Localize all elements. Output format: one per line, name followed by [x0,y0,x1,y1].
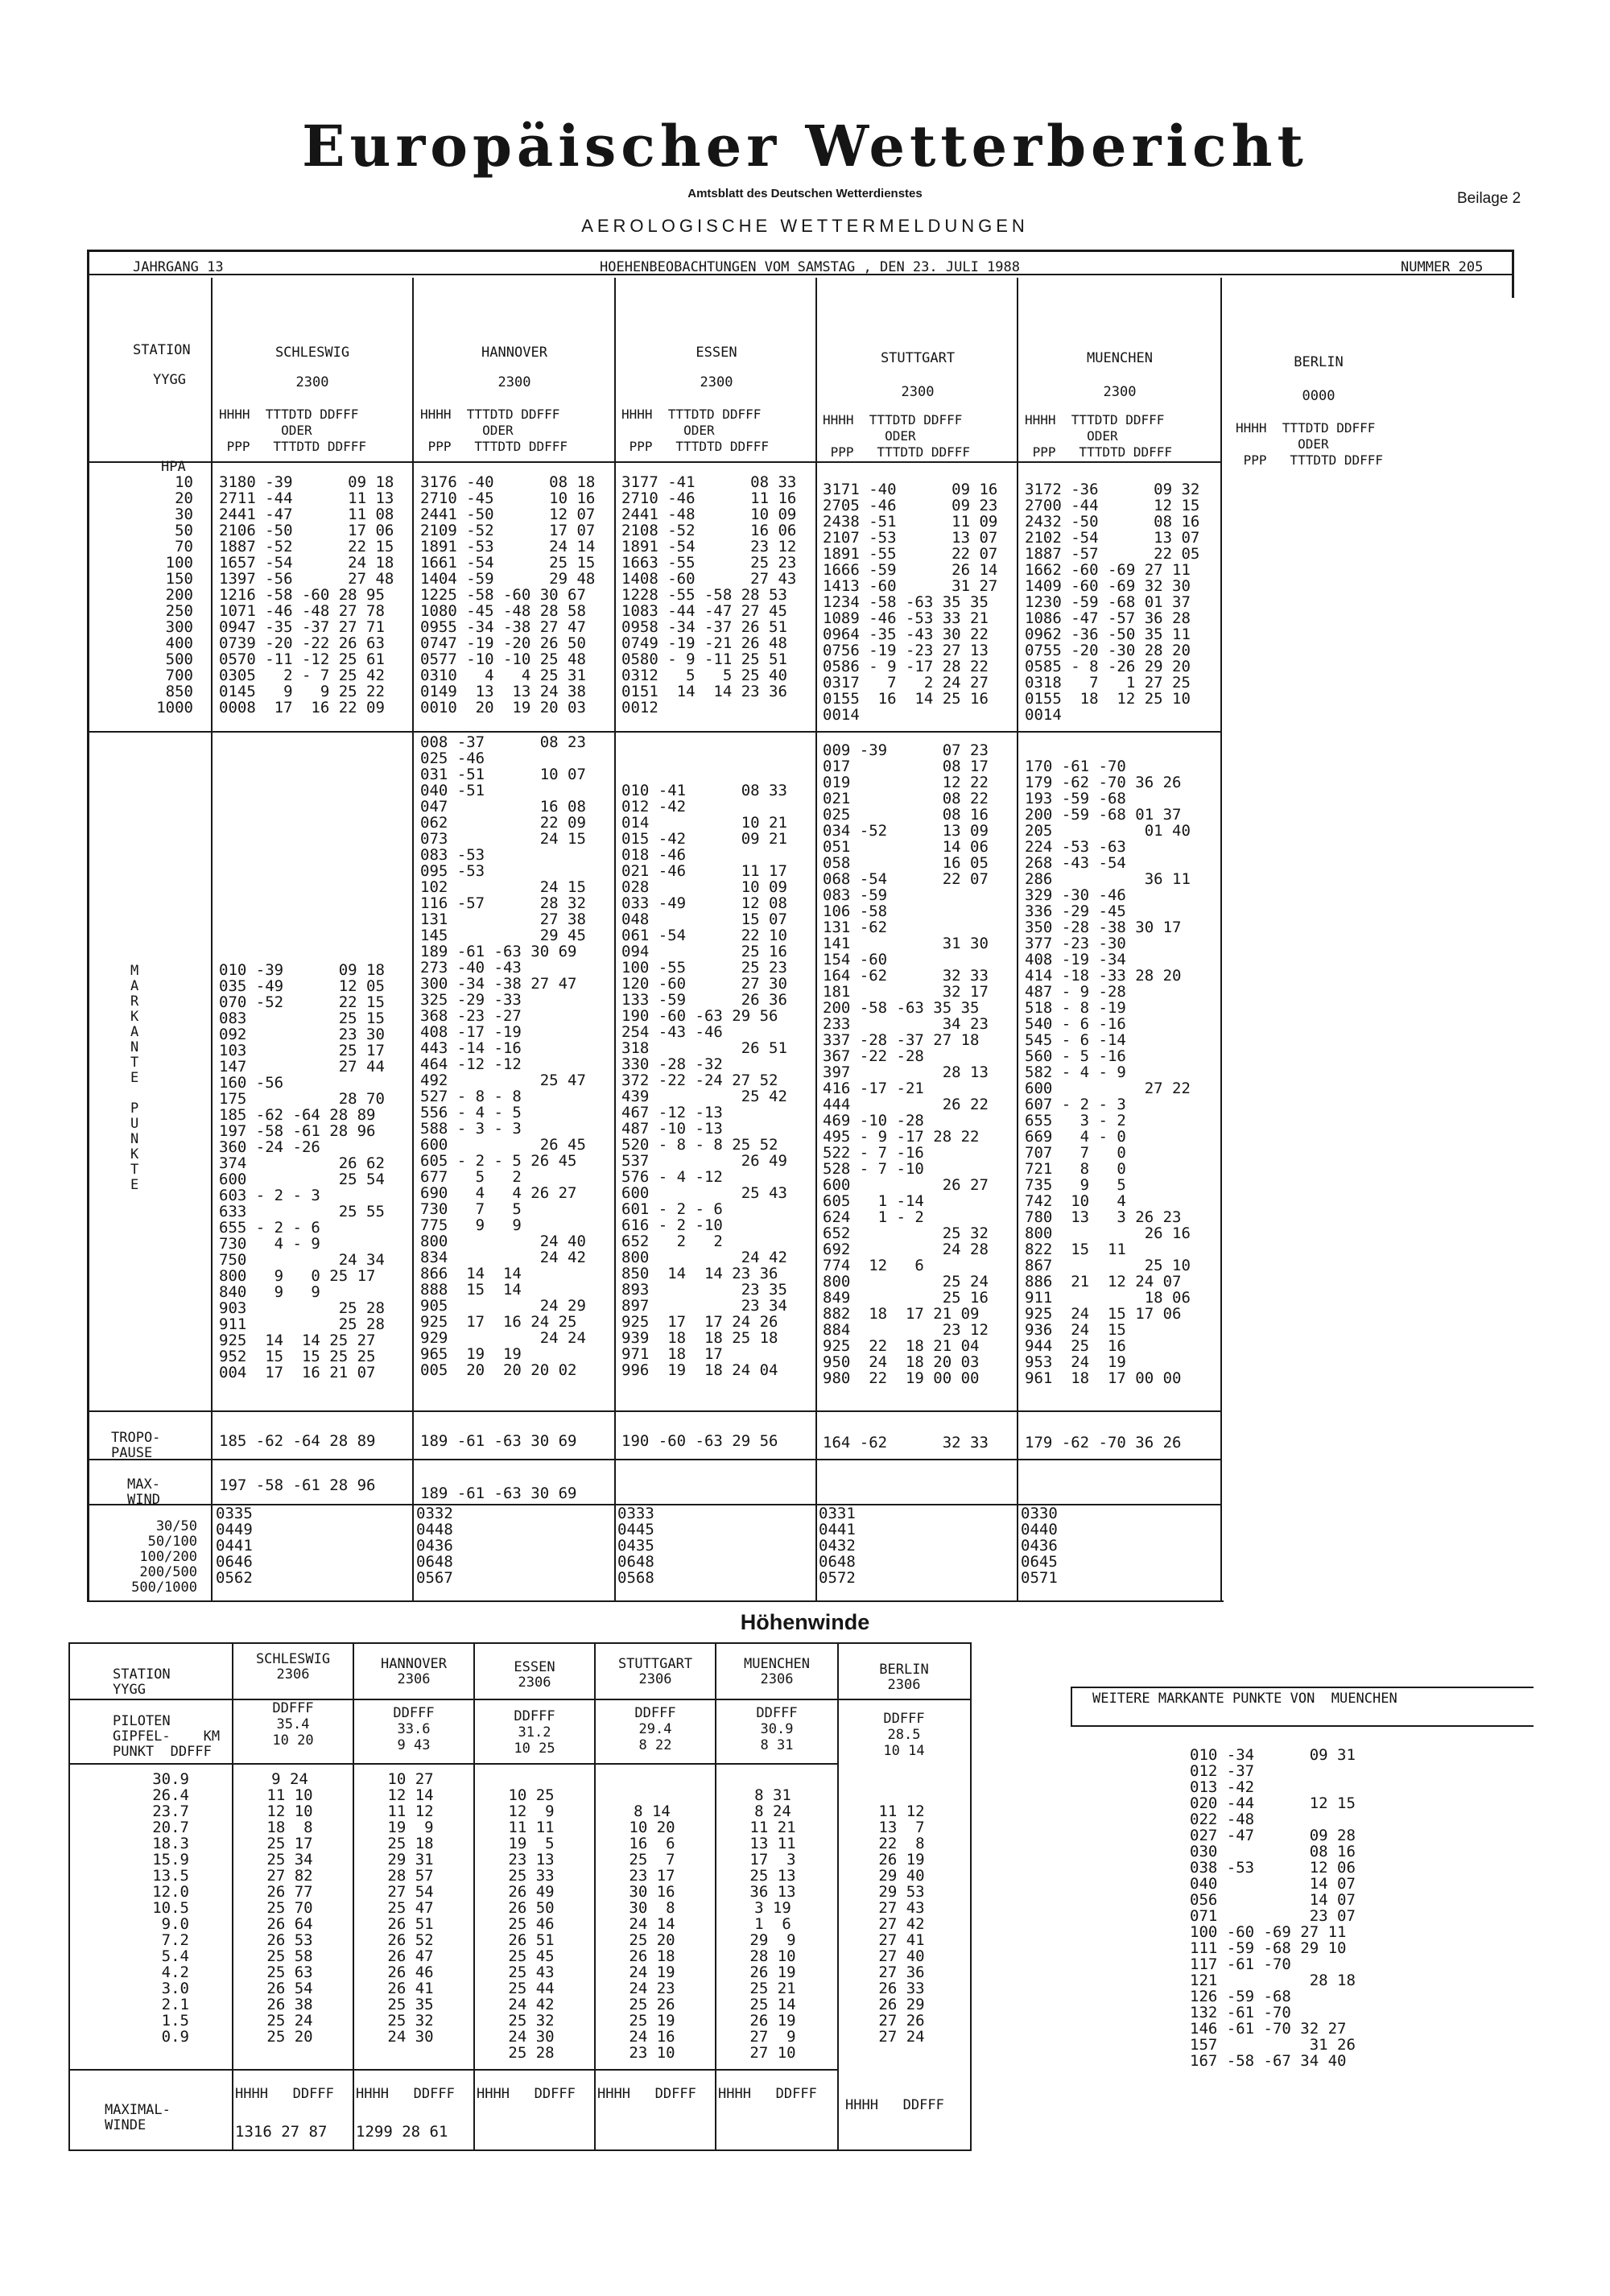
column-header: HHHH TTTDTD DDFFF ODER PPP TTTDTD DDFFF [621,407,770,454]
column-header: HHHH TTTDTD DDFFF ODER PPP TTTDTD DDFFF [823,412,971,460]
column-divider [211,278,213,1602]
hw-station-name: HANNOVER 2306 [381,1656,447,1687]
hw-maximal-label: MAXIMAL- WINDE [105,2102,171,2133]
station-main-levels: 3171 -40 09 16 2705 -46 09 23 2438 -51 11 09 2107 -53 13 07 1891 -55 22 07 1666 -59 26 14 1413 -60 31 27 1234 -58 -63 35 35 1089 -46 -53 33 21 0964 -35 -43 30 22 0756 -19 -23 27 13 0586 - 9 -17 28 22 0317 7 2 24 27 0155 16 14 25 16 0014 [823,481,998,724]
station-tropopause: 164 -62 32 33 [823,1434,989,1452]
hw-station-name: MUENCHEN 2306 [744,1656,810,1687]
station-markante-punkte: 010 -41 08 33 012 -42 014 10 21 015 -42 09 21 018 -46 021 -46 11 17 028 10 09 033 -49 12 08 048 15 07 061 -54 22 10 094 25 16 100 -55 25 23 120 -60 27 30 133 -59 26 36 190 -60 -63 29 56 254 -43 -46 318 26 51 330 -28 -32 372 -22 -24 27 52 439 25 42 467 -12 -13 487 -10 -13 520 - 8 - 8 25 52 537 26 49 576 - 4 -12 600 25 43 601 - 2 - 6 616 - 2 -10 652 2 2 800 24 42 850 14 14 23 36 893 23 35 897 23 34 925 17 17 24 26 939 18 18 25 18 971 18 17 996 19 18 24 04 [621,782,787,1379]
station-markante-punkte: 008 -37 08 23 025 -46 031 -51 10 07 040 -51 047 16 08 062 22 09 073 24 15 083 -53 095 -53 102 24 15 116 -57 28 32 131 27 38 145 29 45 189 -61 -63 30 69 273 -40 -43 300 -34 -38 27 47 325 -29 -33 368 -23 -27 408 -17 -19 443 -14 -16 464 -12 -12 492 25 47 527 - 8 - 8 556 - 4 - 5 588 - 3 - 3 600 26 45 605 - 2 - 5 26 45 677 5 2 690 4 4 26 27 730 7 5 775 9 9 800 24 40 834 24 42 866 14 14 888 15 14 905 24 29 925 17 16 24 25 929 24 24 965 19 19 005 20 20 20 02 [420,733,586,1379]
table-border-bottom [68,2149,970,2151]
hw-max-header: HHHH DDFFF [235,2086,334,2102]
hw-gipfel: DDFFF 29.4 8 22 [634,1705,676,1753]
jahrgang: JAHRGANG 13 [133,259,224,275]
hw-values: 10 27 12 14 11 12 19 9 25 18 29 31 28 57 27 54 25 47 26 51 26 52 26 47 26 46 26 41 25 35 25 32 24 30 [387,1770,434,2046]
hw-max-header: HHHH DDFFF [597,2086,696,2102]
panel-border-left [1071,1687,1072,1727]
panel-border-top [1071,1687,1534,1688]
hw-max-header: HHHH DDFFF [477,2086,576,2102]
station-layers: 0335 0449 0441 0646 0562 [216,1505,253,1587]
column-divider [815,278,817,1602]
column-divider [614,278,616,1602]
hoehenwinde-title: Höhenwinde [740,1610,870,1634]
hw-values: 9 24 11 10 12 10 18 8 25 17 25 34 27 82 26 77 25 70 26 64 26 53 25 58 25 63 26 54 26 38 25 24 25 20 [266,1770,313,2046]
station-name: SCHLESWIG [275,345,350,361]
column-divider [1017,278,1018,1602]
hw-gipfel: DDFFF 28.5 10 14 [883,1711,925,1759]
station-yygg: 2300 [295,374,329,390]
station-markante-punkte: 010 -39 09 18 035 -49 12 05 070 -52 22 15 083 25 15 092 23 30 103 25 17 147 27 44 160 -56 175 28 70 185 -62 -64 28 89 197 -58 -61 28 96 360 -24 -26 374 26 62 600 25 54 603 - 2 - 3 633 25 55 655 - 2 - 6 730 4 - 9 750 24 34 800 9 0 25 17 840 9 9 903 25 28 911 25 28 925 14 14 25 27 952 15 15 25 25 004 17 16 21 07 [219,961,385,1381]
column-divider [1220,278,1222,1602]
row-divider [87,731,1222,733]
issue-number: NUMMER 205 [1401,259,1484,275]
hw-station-name: STUTTGART 2306 [617,1656,693,1687]
column-header: HHHH TTTDTD DDFFF ODER PPP TTTDTD DDFFF [420,407,568,454]
table-border-top [87,250,1513,252]
station-layers: 0331 0441 0432 0648 0572 [819,1505,856,1587]
hw-station-label: STATION YYGG [113,1666,171,1698]
station-name: MUENCHEN [1087,350,1153,366]
hw-gipfel: DDFFF 31.2 10 25 [514,1708,555,1757]
station-label: STATION [133,342,191,358]
page-title: Europäischer Wetterbericht [302,113,1308,180]
page-subtitle: Amtsblatt des Deutschen Wetterdienstes [687,187,923,200]
hw-values: 10 25 12 9 11 11 19 5 23 13 25 33 26 49 26 50 25 46 26 51 25 45 25 43 25 44 24 42 25 32 24 30 25 28 [508,1786,555,2062]
weitere-list: 010 -34 09 31 012 -37 013 -42 020 -44 12 15 022 -48 027 -47 09 28 030 08 16 038 -53 12 06 040 14 07 056 14 07 071 23 07 100 -60 -69 27 11 111 -59 -68 29 10 117 -61 -70 121 28 18 126 -59 -68 132 -61 -70 146 -61 -70 32 27 157 31 26 167 -58 -67 34 40 [1190,1746,1356,2070]
station-yygg: 2300 [700,374,733,390]
station-main-levels: 3180 -39 09 18 2711 -44 11 13 2441 -47 11 08 2106 -50 17 06 1887 -52 22 15 1657 -54 24 18 1397 -56 27 48 1216 -58 -60 28 95 1071 -46 -48 27 78 0947 -35 -37 27 71 0739 -20 -22 26 63 0570 -11 -12 25 61 0305 2 - 7 25 42 0145 9 9 25 22 0008 17 16 22 09 [219,473,394,716]
hw-max-value: 1299 28 61 [356,2123,448,2141]
station-main-levels: 3172 -36 09 32 2700 -44 12 15 2432 -50 08 16 2102 -54 13 07 1887 -57 22 05 1662 -60 -69 27 11 1409 -60 -69 32 30 1230 -59 -68 01 37 1086 -47 -57 36 28 0962 -36 -50 35 11 0755 -20 -30 28 20 0585 - 8 -26 29 20 0318 7 1 27 25 0155 18 12 25 10 0014 [1025,481,1200,724]
hpa-levels: 10 20 30 50 70 100 150 200 250 300 400 500 700 850 1000 [156,473,193,716]
hw-values: 8 31 8 24 11 21 13 11 17 3 25 13 36 13 3 19 1 6 29 9 28 10 26 19 25 21 25 14 26 19 27 9 27 10 [749,1786,796,2062]
station-name: ESSEN [696,345,737,361]
station-layers: 0332 0448 0436 0648 0567 [416,1505,453,1587]
station-tropopause: 190 -60 -63 29 56 [621,1432,778,1450]
hw-station-name: SCHLESWIG 2306 [255,1651,331,1683]
hpa-label: HPA [161,459,186,475]
station-maxwind: 189 -61 -63 30 69 [420,1485,577,1502]
column-divider [412,278,414,1602]
column-header: HHHH TTTDTD DDFFF ODER PPP TTTDTD DDFFF [1236,420,1384,468]
section-title: AEROLOGISCHE WETTERMELDUNGEN [581,216,1029,236]
hw-km-levels: 30.9 26.4 23.7 20.7 18.3 15.9 13.5 12.0 10.5 9.0 7.2 5.4 4.2 3.0 2.1 1.5 0.9 [152,1770,189,2046]
hw-station-name: ESSEN 2306 [514,1659,555,1691]
table-border-top [68,1642,970,1644]
observation-date: HOEHENBEOBACHTUNGEN VOM SAMSTAG , DEN 23. JULI 1988 [600,259,1020,275]
station-tropopause: 189 -61 -63 30 69 [420,1432,577,1450]
row-divider [87,461,1222,463]
row-divider [87,1459,1222,1460]
station-main-levels: 3176 -40 08 18 2710 -45 10 16 2441 -50 12 07 2109 -52 17 07 1891 -53 24 14 1661 -54 25 15 1404 -59 29 48 1225 -58 -60 30 67 1080 -45 -48 28 58 0955 -34 -38 27 47 0747 -19 -20 26 50 0577 -10 -10 25 48 0310 4 4 25 31 0149 13 13 24 38 0010 20 19 20 03 [420,473,596,716]
station-tropopause: 179 -62 -70 36 26 [1025,1434,1182,1452]
hw-station-name: BERLIN 2306 [879,1662,929,1693]
station-markante-punkte: 170 -61 -70 179 -62 -70 36 26 193 -59 -68 200 -59 -68 01 37 205 01 40 224 -53 -63 268 -43 -54 286 36 11 329 -30 -46 336 -29 -45 350 -28 -38 30 17 377 -23 -30 408 -19 -34 414 -18 -33 28 20 487 - 9 -28 518 - 8 -19 540 - 6 -16 545 - 6 -14 560 - 5 -16 582 - 4 - 9 600 27 22 607 - 2 - 3 655 3 - 2 669 4 - 0 707 7 0 721 8 0 735 9 5 742 10 4 780 13 3 26 23 800 26 16 822 15 11 867 25 10 886 21 12 24 07 911 18 06 925 24 15 17 06 936 24 15 944 25 16 953 24 19 961 18 17 00 00 [1025,758,1191,1387]
hw-max-header: HHHH DDFFF [356,2086,455,2102]
column-header: HHHH TTTDTD DDFFF ODER PPP TTTDTD DDFFF [1025,412,1173,460]
station-name: STUTTGART [880,350,956,366]
table-border-left [68,1642,70,2151]
station-name: BERLIN [1294,354,1344,370]
table-border-right [1512,250,1514,298]
layer-thickness-label: 30/50 50/100 100/200 200/500 500/1000 [131,1518,197,1596]
row-divider [68,1763,837,1765]
row-divider [68,2069,837,2071]
table-border-bottom [87,1600,1224,1602]
panel-border-bottom [1071,1725,1534,1727]
station-yygg: 2300 [901,384,935,400]
station-layers: 0333 0445 0435 0648 0568 [617,1505,654,1587]
station-markante-punkte: 009 -39 07 23 017 08 17 019 12 22 021 08 22 025 08 16 034 -52 13 09 051 14 06 058 16 05 068 -54 22 07 083 -59 106 -58 131 -62 141 31 30 154 -60 164 -62 32 33 181 32 17 200 -58 -63 35 35 233 34 23 337 -28 -37 27 18 367 -22 -28 397 28 13 416 -17 -21 444 26 22 469 -10 -28 495 - 9 -17 28 22 522 - 7 -16 528 - 7 -10 600 26 27 605 1 -14 624 1 - 2 652 25 32 692 24 28 774 12 6 800 25 24 849 25 16 882 18 17 21 09 884 23 12 925 22 18 21 04 950 24 18 20 03 980 22 19 00 00 [823,741,989,1387]
yygg-label: YYGG [153,372,186,388]
hw-max-value: 1316 27 87 [235,2123,328,2141]
hw-values: 8 14 10 20 16 6 25 7 23 17 30 16 30 8 24 14 25 20 26 18 24 19 24 23 25 26 25 19 24 16 23 10 [629,1803,675,2062]
tropopause-label: TROPO- PAUSE [111,1430,161,1461]
table-border-left [87,250,89,1602]
markante-punkte-label: M A R K A N T E P U N K T E [130,963,139,1193]
hw-gipfel: DDFFF 35.4 10 20 [272,1700,314,1749]
weitere-title: WEITERE MARKANTE PUNKTE VON MUENCHEN [1092,1691,1397,1707]
station-maxwind: 197 -58 -61 28 96 [219,1476,376,1494]
table-border-right [970,1642,972,2151]
station-yygg: 2300 [1103,384,1137,400]
station-layers: 0330 0440 0436 0645 0571 [1021,1505,1058,1587]
maxwind-label: MAX- WIND [127,1476,160,1508]
station-tropopause: 185 -62 -64 28 89 [219,1432,376,1450]
station-yygg: 0000 [1302,388,1335,404]
station-yygg: 2300 [497,374,531,390]
hw-gipfel: DDFFF 30.9 8 31 [756,1705,798,1753]
hw-max-header: HHHH DDFFF [718,2086,817,2102]
column-header: HHHH TTTDTD DDFFF ODER PPP TTTDTD DDFFF [219,407,367,454]
station-main-levels: 3177 -41 08 33 2710 -46 11 16 2441 -48 10 09 2108 -52 16 06 1891 -54 23 12 1663 -55 25 23 1408 -60 27 43 1228 -55 -58 28 53 1083 -44 -47 27 45 0958 -34 -37 26 51 0749 -19 -21 26 48 0580 - 9 -11 25 51 0312 5 5 25 40 0151 14 14 23 36 0012 [621,473,797,716]
beilage-label: Beilage 2 [1457,190,1521,207]
hw-values: 11 12 13 7 22 8 26 19 29 40 29 53 27 43 27 42 27 41 27 40 27 36 26 33 26 29 27 26 27 24 [878,1803,925,2046]
row-divider [68,1699,970,1700]
hw-gipfel: DDFFF 33.6 9 43 [393,1705,435,1753]
hw-piloten-label: PILOTEN GIPFEL- KM PUNKT DDFFF [113,1713,221,1760]
hw-max-header: HHHH DDFFF [845,2097,944,2113]
station-name: HANNOVER [481,345,547,361]
row-divider [87,1410,1222,1412]
